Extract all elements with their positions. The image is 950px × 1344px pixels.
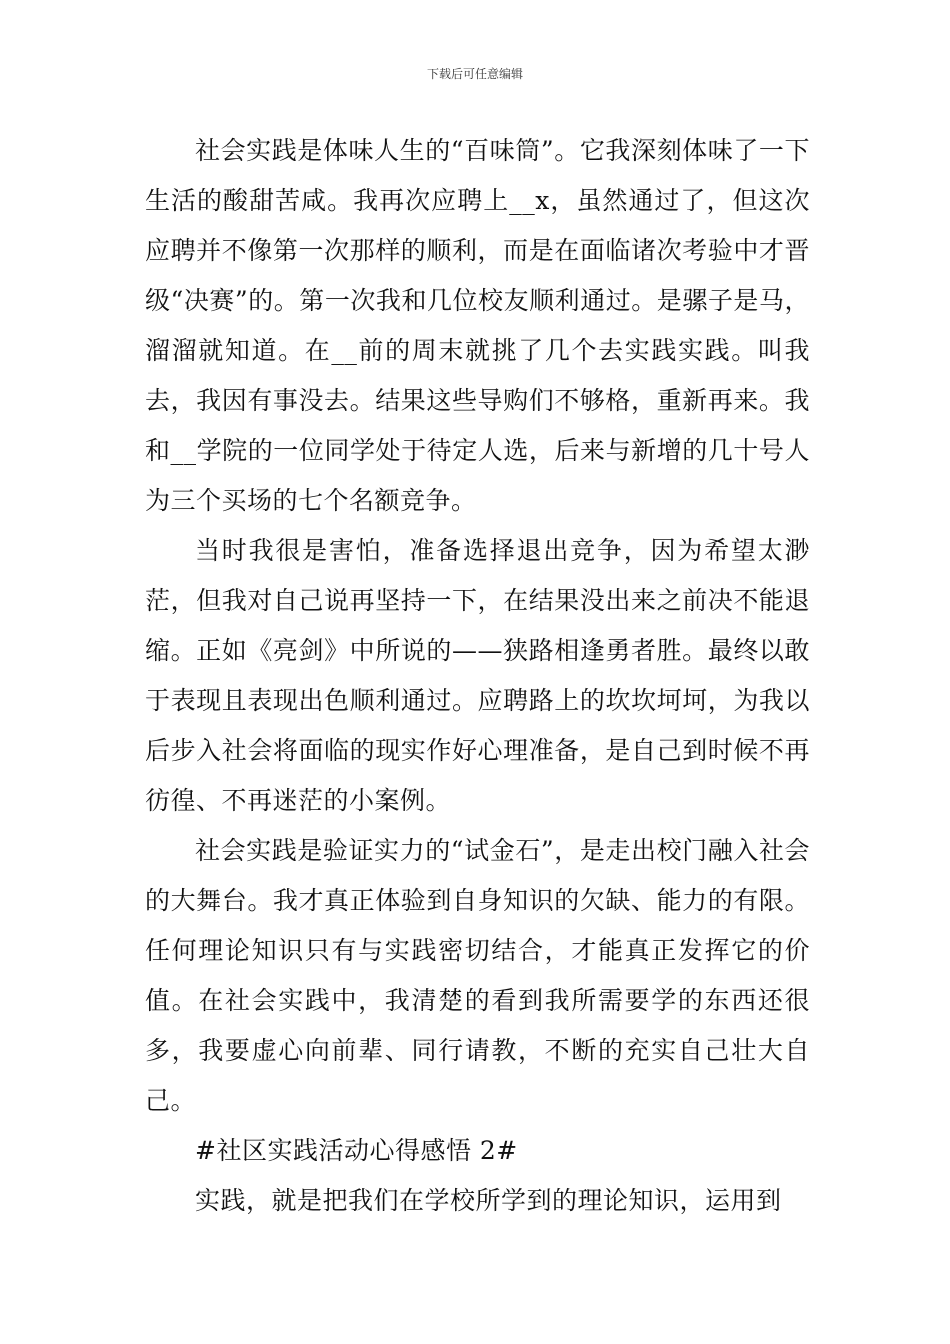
page-header: 下载后可任意编辑 xyxy=(426,67,523,81)
paragraph-4: 实践，就是把我们在学校所学到的理论知识，运用到 xyxy=(195,1186,782,1215)
document-body xyxy=(145,126,810,1226)
section-heading: #社区实践活动心得感悟 2# xyxy=(195,1136,518,1165)
paragraph-1: 社会实践是体味人生的“百味筒”。它我深刻体味了一下生活的酸甜苦咸。我再次应聘上__x，虽然通过了，但这次应聘并不像第一次那样的顺利，而是在面临诸次考验中才晋级“决赛”的。第一次我和几位校友顺利通过。是骡子是马，溜溜就知道。在__前的周末就挑了几个去实践实践。叫我去，我因有事没去。结果这些导购们不够格，重新再来。我和__学院的一位同学处于待定人选，后来与新增的几十号人为三个买场的七个名额竞争。 xyxy=(145,136,810,515)
paragraph-3: 社会实践是验证实力的“试金石”，是走出校门融入社会的大舞台。我才真正体验到自身知识的欠缺、能力的有限。任何理论知识只有与实践密切结合，才能真正发挥它的价值。在社会实践中，我清楚的看到我所需要学的东西还很多，我要虚心向前辈、同行请教，不断的充实自己壮大自己。 xyxy=(145,836,810,1115)
paragraph-2: 当时我很是害怕，准备选择退出竞争，因为希望太渺茫，但我对自己说再坚持一下，在结果没出来之前决不能退缩。正如《亮剑》中所说的——狭路相逢勇者胜。最终以敢于表现且表现出色顺利通过。应聘路上的坎坎坷坷，为我以后步入社会将面临的现实作好心理准备，是自己到时候不再彷徨、不再迷茫的小案例。 xyxy=(145,536,810,815)
